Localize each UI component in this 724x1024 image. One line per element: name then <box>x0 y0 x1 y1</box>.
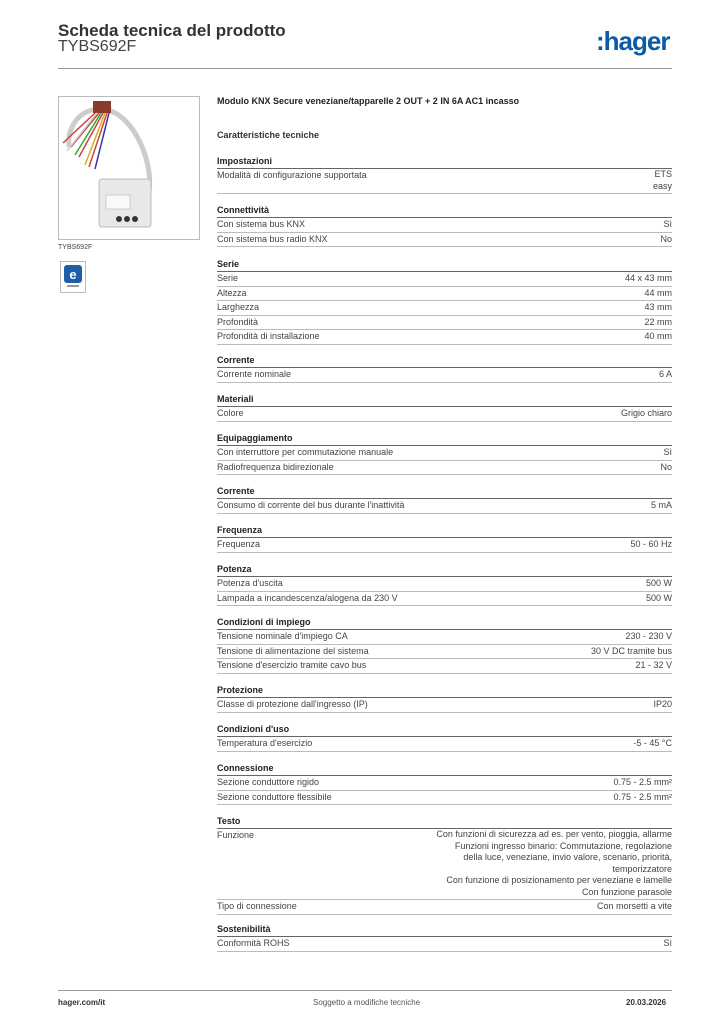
spec-value-line: 0.75 - 2.5 mm² <box>613 777 672 787</box>
spec-value-line: Sì <box>663 938 672 948</box>
spec-row <box>217 301 672 316</box>
spec-value <box>651 499 672 513</box>
page-title: Scheda tecnica del prodotto <box>58 21 286 40</box>
spec-label: Sezione conduttore flessibile <box>217 791 332 802</box>
spec-section <box>217 684 672 713</box>
spec-value-line: -5 - 45 °C <box>633 738 672 748</box>
spec-value <box>591 645 672 659</box>
spec-section <box>217 616 672 674</box>
spec-section <box>217 393 672 422</box>
spec-value-line: Sì <box>663 219 672 229</box>
spec-row <box>217 592 672 607</box>
spec-value <box>660 233 672 247</box>
spec-value-line: 22 mm <box>644 316 672 327</box>
energy-e-icon <box>61 262 85 292</box>
spec-row <box>217 272 672 287</box>
section-title: Sostenibilità <box>217 923 672 937</box>
section-title: Connettività <box>217 204 672 218</box>
spec-label: Tensione di alimentazione del sistema <box>217 645 369 656</box>
spec-section <box>217 204 672 247</box>
spec-row <box>217 937 672 952</box>
spec-value-line: No <box>660 461 672 472</box>
spec-value-line: Sì <box>663 447 672 457</box>
spec-label: Classe di protezione dall'ingresso (IP) <box>217 699 368 709</box>
spec-label: Radiofrequenza bidirezionale <box>217 461 334 472</box>
spec-value-line: 5 mA <box>650 500 672 510</box>
spec-value-line: 43 mm <box>644 302 672 312</box>
spec-row <box>217 645 672 660</box>
spec-value <box>644 316 672 330</box>
product-name: Modulo KNX Secure veneziane/tapparelle 2 OUT + 2 IN 6A AC1 incasso <box>217 96 520 106</box>
spec-label: Consumo di corrente del bus durante l'inattività <box>217 500 405 510</box>
spec-label: Frequenza <box>217 539 261 549</box>
spec-label: Profondità <box>217 316 259 327</box>
spec-row <box>217 316 672 331</box>
spec-row <box>217 577 672 592</box>
footer-date: 20.03.2026 <box>626 998 667 1007</box>
easy-badge <box>60 261 86 293</box>
spec-row <box>217 737 672 752</box>
spec-value <box>635 659 672 673</box>
section-title: Condizioni d'uso <box>217 723 672 737</box>
section-title: Protezione <box>217 684 672 698</box>
spec-row <box>217 659 672 674</box>
section-title: Condizioni di impiego <box>217 616 672 630</box>
spec-section <box>217 258 672 345</box>
spec-label: Altezza <box>217 287 247 298</box>
section-title: Testo <box>217 815 672 829</box>
spec-value <box>621 407 672 421</box>
section-title: Impostazioni <box>217 155 672 169</box>
spec-value <box>663 937 672 951</box>
header-divider <box>58 68 672 69</box>
spec-row <box>217 461 672 476</box>
spec-value <box>663 218 672 232</box>
spec-value <box>436 829 672 898</box>
spec-section <box>217 723 672 752</box>
section-title: Materiali <box>217 393 672 407</box>
spec-label: Corrente nominale <box>217 369 292 379</box>
spec-label: Tensione d'esercizio tramite cavo bus <box>217 660 367 670</box>
spec-section <box>217 485 672 514</box>
product-photo <box>58 96 200 240</box>
spec-value-line: Con funzioni di sicurezza ad es. per vento, pioggia, allarme <box>436 829 672 839</box>
spec-row <box>217 233 672 248</box>
spec-value <box>663 446 672 460</box>
spec-label: Tensione nominale d'impiego CA <box>217 631 348 641</box>
spec-value-line: No <box>660 233 672 244</box>
spec-row <box>217 900 672 915</box>
spec-value-line: 500 W <box>645 592 672 603</box>
spec-label: Profondità di installazione <box>217 331 320 341</box>
section-title: Frequenza <box>217 524 672 538</box>
spec-value-line: Funzioni ingresso binario: Commutazione, regolazione <box>454 840 672 851</box>
spec-section <box>217 563 672 606</box>
spec-label: Funzione <box>217 830 255 840</box>
spec-section <box>217 155 672 194</box>
spec-value-line: 40 mm <box>644 331 672 341</box>
spec-section <box>217 762 672 805</box>
spec-label: Modalità di configurazione supportata <box>217 170 367 180</box>
spec-value <box>644 301 672 315</box>
spec-value-line: 500 W <box>645 578 672 588</box>
spec-row <box>217 791 672 806</box>
spec-value-line: 44 mm <box>644 287 672 298</box>
tech-heading: Caratteristiche tecniche <box>217 130 320 140</box>
spec-label: Conformità ROHS <box>217 938 290 948</box>
spec-value-line: IP20 <box>653 699 672 709</box>
spec-value-line: easy <box>652 180 672 191</box>
spec-label: Potenza d'uscita <box>217 578 283 588</box>
spec-value <box>633 737 672 751</box>
spec-value-line: 0.75 - 2.5 mm² <box>613 791 672 802</box>
spec-label: Con sistema bus radio KNX <box>217 233 328 244</box>
section-title: Serie <box>217 258 672 272</box>
spec-value-line: della luce, veneziane, invio valore, scenario, priorità, <box>463 852 672 862</box>
hager-logo: :hager <box>596 26 670 56</box>
spec-row <box>217 218 672 233</box>
spec-row <box>217 446 672 461</box>
spec-value <box>646 592 672 606</box>
spec-value <box>659 368 672 382</box>
product-code: TYBS692F <box>58 38 137 55</box>
section-title: Connessione <box>217 762 672 776</box>
spec-value-line: Con funzione parasole <box>581 886 672 897</box>
spec-label: Sezione conduttore rigido <box>217 777 320 787</box>
spec-row <box>217 499 672 514</box>
footer-note: Soggetto a modifiche tecniche <box>313 998 421 1007</box>
spec-value-line: temporizzatore <box>612 863 672 874</box>
spec-section <box>217 354 672 383</box>
spec-value <box>644 287 672 301</box>
section-title: Equipaggiamento <box>217 432 672 446</box>
spec-label: Tipo di connessione <box>217 901 297 911</box>
spec-value-line: Con morsetti a vite <box>596 901 672 911</box>
spec-label: Larghezza <box>217 302 260 312</box>
spec-value <box>625 272 672 286</box>
spec-label: Temperatura d'esercizio <box>217 738 313 748</box>
spec-row <box>217 287 672 302</box>
spec-value-line: Con funzione di posizionamento per veneziane e lamelle <box>446 875 672 885</box>
spec-value-line: ETS <box>654 169 672 179</box>
spec-section <box>217 432 672 475</box>
spec-row <box>217 776 672 791</box>
spec-value-line: Grigio chiaro <box>620 408 672 418</box>
spec-row <box>217 407 672 422</box>
spec-section <box>217 815 672 915</box>
footer-divider <box>58 990 672 991</box>
spec-value <box>625 630 672 644</box>
section-title: Corrente <box>217 485 672 499</box>
spec-value <box>646 577 672 591</box>
spec-value <box>660 461 672 475</box>
spec-value <box>630 538 672 552</box>
spec-row <box>217 330 672 345</box>
spec-row <box>217 698 672 713</box>
section-title: Corrente <box>217 354 672 368</box>
spec-row <box>217 538 672 553</box>
spec-label: Serie <box>217 273 239 283</box>
spec-value <box>653 698 672 712</box>
spec-value <box>653 169 672 192</box>
spec-value-line: 50 - 60 Hz <box>630 539 672 549</box>
product-image-icon <box>59 97 199 239</box>
spec-section <box>217 923 672 952</box>
spec-value-line: 44 x 43 mm <box>624 273 672 283</box>
svg-text:e: e <box>69 267 77 282</box>
spec-value <box>613 791 672 805</box>
spec-value-line: 21 - 32 V <box>635 660 672 670</box>
spec-label: Con sistema bus KNX <box>217 219 306 229</box>
footer-website[interactable]: hager.com/it <box>58 998 106 1007</box>
spec-label: Con interruttore per commutazione manuale <box>217 447 394 457</box>
spec-value <box>644 330 672 344</box>
spec-label: Lampada a incandescenza/alogena da 230 V <box>217 592 398 603</box>
spec-value-line: 230 - 230 V <box>625 631 672 641</box>
spec-row <box>217 630 672 645</box>
spec-value <box>613 776 672 790</box>
spec-row <box>217 169 672 194</box>
spec-section <box>217 524 672 553</box>
spec-row <box>217 368 672 383</box>
section-title: Potenza <box>217 563 672 577</box>
spec-label: Colore <box>217 408 244 418</box>
spec-row <box>217 829 672 900</box>
photo-caption: TYBS692F <box>58 244 93 251</box>
spec-value <box>597 900 672 914</box>
spec-value-line: 30 V DC tramite bus <box>590 645 672 656</box>
spec-value-line: 6 A <box>658 369 672 379</box>
